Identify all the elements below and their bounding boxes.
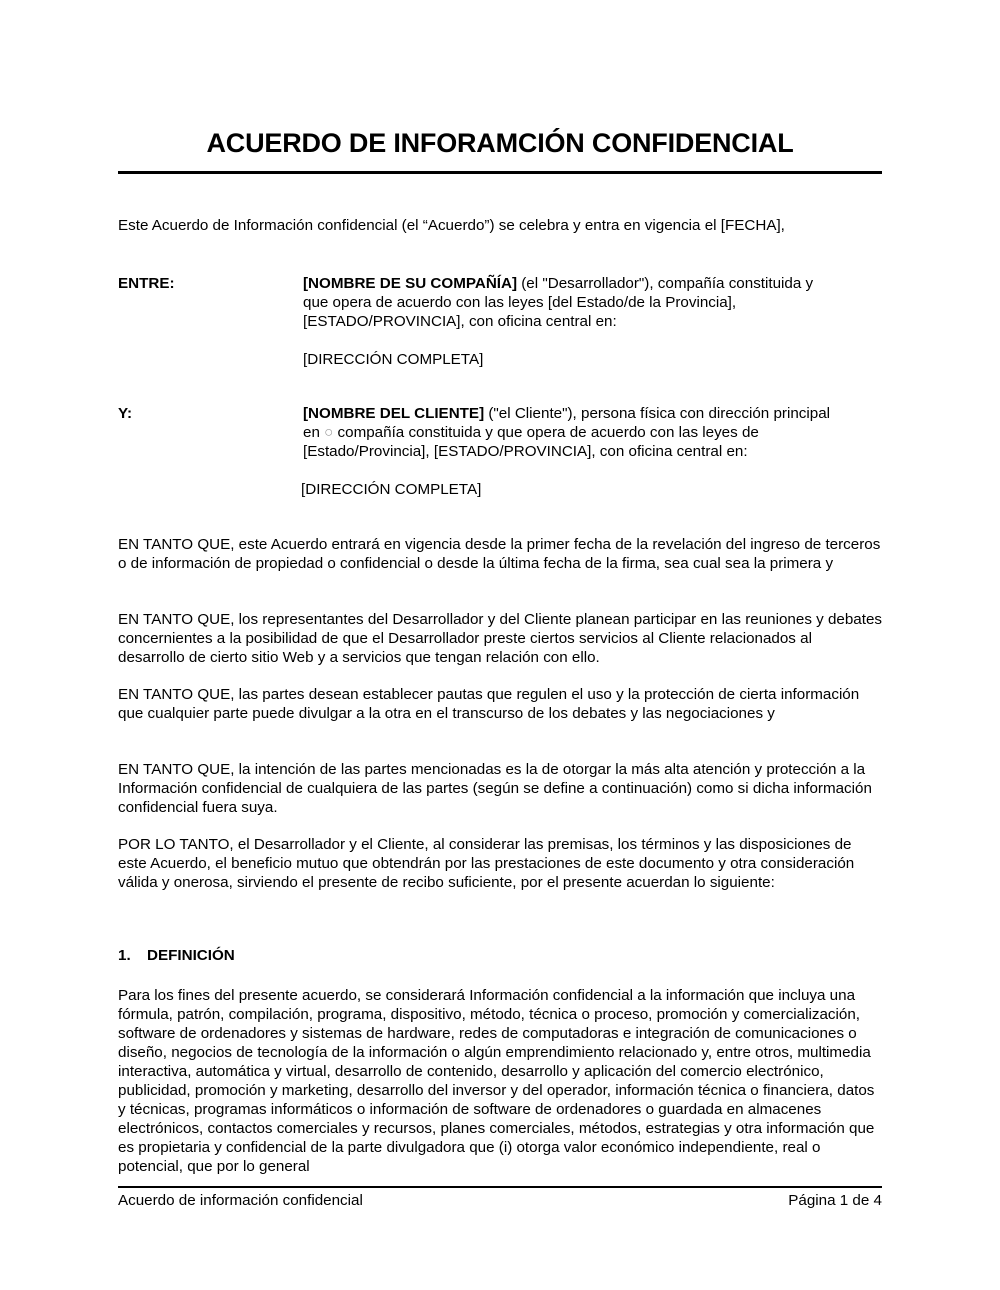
party-company-line3: [ESTADO/PROVINCIA], con oficina central en:: [303, 313, 617, 330]
party-client-block: [303, 404, 873, 499]
circle-placeholder-icon: ○: [324, 424, 334, 441]
definition-paragraph: Para los fines del presente acuerdo, se considerará Información confidencial a la información que incluya una fórmula, patrón, compilación, programa, dispositivo, método, técnica o proceso, promoción y comercialización, software de ordenadores y sistemas de hardware, redes de computadoras e integración de comunicaciones o diseño, negocios de tecnología de la información o algún emprendimiento relacionado y, entre otros, multimedia interactiva, automática y virtual, desarrollo de contenido, desarrollo y aplicación del comercio electrónico, publicidad, promoción y marketing, desarrollo del inversor y del operador, información técnica o financiera, datos y técnicas, programas informáticos o información de software de ordenadores o guardada en almacenes electrónicos, contactos comerciales y recursos, planes comerciales, métodos, estrategias y otra información que es propietaria y confidencial de la parte divulgadora que (i) otorga valor económico independiente, real o potencial, que por lo general: [118, 987, 875, 1175]
party-company-line2: que opera de acuerdo con las leyes [del Estado/de la Provincia],: [303, 294, 737, 311]
whereas-paragraph-4: EN TANTO QUE, la intención de las partes mencionadas es la de otorgar la más alta atención y protección a la Información confidencial de cualquiera de las partes (según se define a continuación) como si dicha información confidencial fuera suya.: [118, 761, 872, 816]
document-title: ACUERDO DE INFORAMCIÓN CONFIDENCIAL: [206, 128, 794, 158]
footer-document-name: Acuerdo de información confidencial: [118, 1192, 363, 1209]
party-client-line2: en ○ compañía constituida y que opera de acuerdo con las leyes de: [303, 424, 759, 441]
section-heading-definition: [118, 947, 235, 964]
party-client-line3: [Estado/Provincia], [ESTADO/PROVINCIA], con oficina central en:: [303, 443, 748, 460]
whereas-paragraph-2: EN TANTO QUE, los representantes del Desarrollador y del Cliente planean participar en las reuniones y debates concernientes a la posibilidad de que el Desarrollador preste ciertos servicios al Cliente relacionados al desarrollo de cierto sitio Web y a servicios que tengan relación con ello.: [118, 611, 882, 666]
party-company-block: [303, 274, 873, 369]
client-address-placeholder: [DIRECCIÓN COMPLETA]: [301, 481, 482, 498]
party-label-between: ENTRE:: [118, 275, 175, 292]
party-label-and: Y:: [118, 405, 133, 422]
section-title: DEFINICIÓN: [147, 947, 235, 964]
company-address-placeholder: [DIRECCIÓN COMPLETA]: [303, 351, 484, 368]
title-divider: [118, 171, 882, 174]
whereas-paragraph-3: EN TANTO QUE, las partes desean establecer pautas que regulen el uso y la protección de cierta información que cualquier parte puede divulgar a la otra en el transcurso de los debates y las negociaciones y: [118, 686, 860, 722]
section-number: 1.: [118, 947, 131, 964]
client-name-placeholder: [NOMBRE DEL CLIENTE]: [303, 405, 485, 422]
footer-page-number: Página 1 de 4: [788, 1192, 882, 1209]
party-client-line1: [NOMBRE DEL CLIENTE] ("el Cliente"), persona física con dirección principal: [303, 405, 831, 422]
company-name-placeholder: [NOMBRE DE SU COMPAÑÍA]: [303, 275, 518, 292]
whereas-paragraph-1: EN TANTO QUE, este Acuerdo entrará en vigencia desde la primer fecha de la revelación del ingreso de terceros o de información de propiedad o confidencial o desde la última fecha de la firma, sea cual sea la primera y: [118, 536, 881, 572]
footer-divider: [118, 1186, 882, 1188]
party-company-line1: [NOMBRE DE SU COMPAÑÍA] (el "Desarrollador"), compañía constituida y: [303, 275, 814, 292]
therefore-paragraph: POR LO TANTO, el Desarrollador y el Cliente, al considerar las premisas, los términos y las disposiciones de este Acuerdo, el beneficio mutuo que obtendrán por las prestaciones de este documento y otra consideración válida y onerosa, sirviendo el presente de recibo suficiente, por el presente acuerdan lo siguiente:: [118, 836, 855, 891]
intro-paragraph: Este Acuerdo de Información confidencial (el “Acuerdo”) se celebra y entra en vigencia el [FECHA],: [118, 217, 785, 234]
